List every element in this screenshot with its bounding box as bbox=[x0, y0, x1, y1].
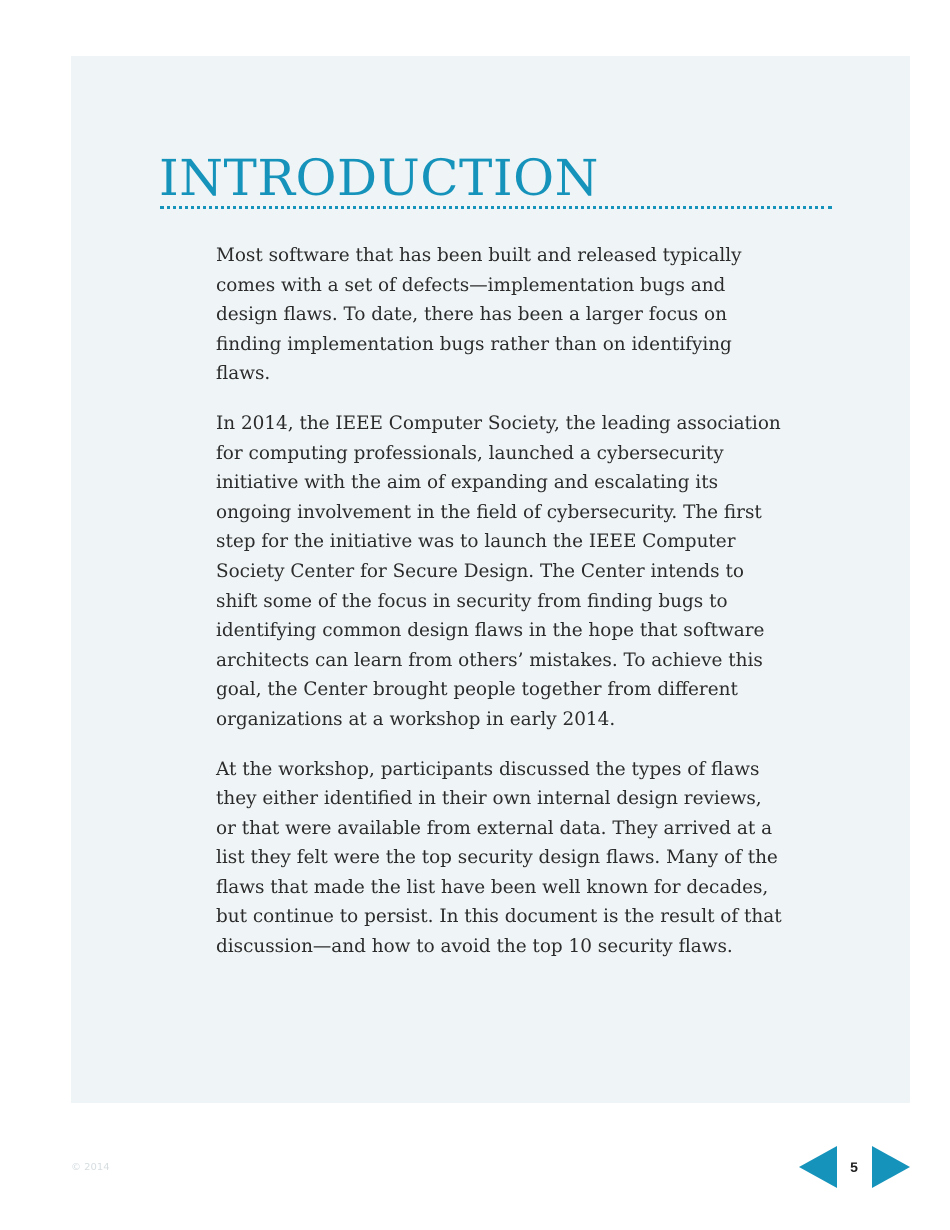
page-title: INTRODUCTION bbox=[159, 149, 599, 207]
paragraph-1: Most software that has been built and released typically comes with a set of defects—implementation bugs and design flaws. To date, there has been a larger focus on finding implementation bugs rather than on identifying flaws. bbox=[216, 245, 742, 385]
paragraph-3: At the workshop, participants discussed the types of flaws they either identified in their own internal design reviews, or that were available from external data. They arrived at a list they felt were the top security design flaws. Many of the flaws that made the list have been well known for decades, but continue to persist. In this document is the result of that discussion—and how to avoid the top 10 security flaws. bbox=[216, 758, 782, 958]
paragraph-2: In 2014, the IEEE Computer Society, the leading association for computing professionals, launched a cybersecurity initiative with the aim of expanding and escalating its ongoing involvement in the field of cybersecurity. The first step for the initiative was to launch the IEEE Computer Society Center for Secure Design. The Center intends to shift some of the focus in security from finding bugs to identifying common design flaws in the hope that software architects can learn from others’ mistakes. To achieve this goal, the Center brought people together from different organizations at a workshop in early 2014. bbox=[216, 412, 781, 730]
title-dotted-rule bbox=[160, 206, 832, 209]
copyright-notice: © 2014 bbox=[71, 1162, 110, 1173]
page-number: 5 bbox=[850, 1159, 858, 1175]
body-text bbox=[216, 241, 786, 982]
previous-page-icon[interactable] bbox=[799, 1146, 837, 1188]
next-page-icon[interactable] bbox=[872, 1146, 910, 1188]
